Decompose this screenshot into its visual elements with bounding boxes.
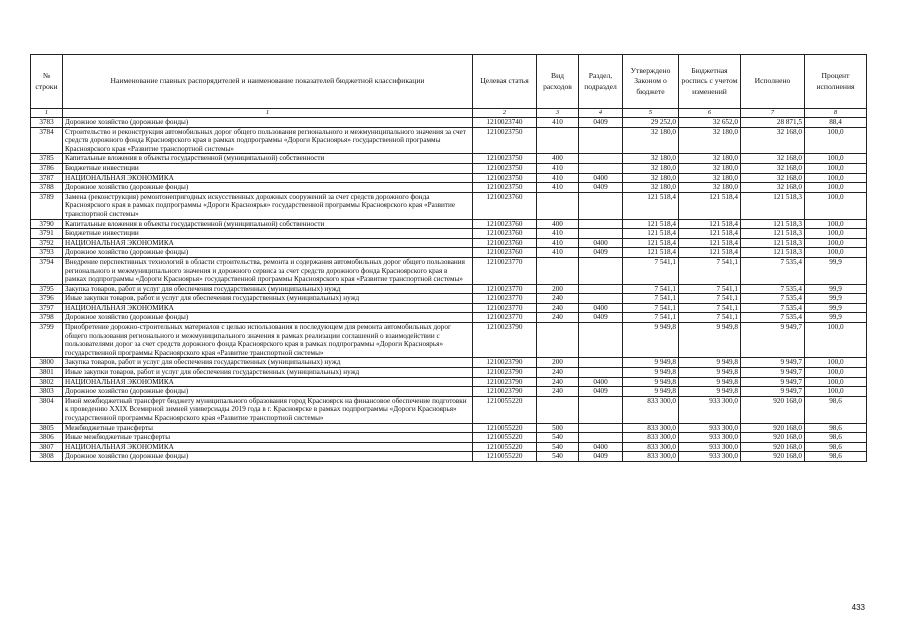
row-number-cell: 3800 bbox=[31, 358, 63, 368]
target-article-cell: 1210023760 bbox=[473, 238, 537, 248]
planned-cell: 121 518,4 bbox=[679, 192, 741, 219]
column-number: 1 bbox=[63, 109, 473, 118]
name-cell: Иные закупки товаров, работ и услуг для обеспечения государственных (муниципальных) нужд bbox=[63, 368, 473, 378]
row-number-cell: 3784 bbox=[31, 127, 63, 154]
section-cell: 0409 bbox=[579, 248, 623, 258]
table-header-row bbox=[31, 55, 867, 109]
percent-cell: 99,9 bbox=[805, 257, 867, 284]
percent-cell: 100,0 bbox=[805, 229, 867, 239]
approved-cell: 833 300,0 bbox=[623, 396, 679, 423]
target-article-cell: 1210023760 bbox=[473, 229, 537, 239]
section-cell bbox=[579, 163, 623, 173]
table-row bbox=[31, 387, 867, 397]
name-cell: Внедрение перспективных технологий в области строительства, ремонта и содержания автомобильных дорог общего пользования регионального и межмуниципального значения и дорожного сервиса за счет средств дорожного фонда Красноярского края в рамках подпрограммы «Дороги Красноярья» государственной программы Красноярского края «Развитие транспортной системы» bbox=[63, 257, 473, 284]
approved-cell: 32 180,0 bbox=[623, 173, 679, 183]
approved-cell: 121 518,4 bbox=[623, 192, 679, 219]
expense-kind-cell: 410 bbox=[537, 248, 579, 258]
planned-cell: 933 300,0 bbox=[679, 433, 741, 443]
percent-cell: 100,0 bbox=[805, 387, 867, 397]
planned-cell: 32 180,0 bbox=[679, 183, 741, 193]
name-cell: НАЦИОНАЛЬНАЯ ЭКОНОМИКА bbox=[63, 377, 473, 387]
table-row bbox=[31, 368, 867, 378]
percent-cell: 100,0 bbox=[805, 173, 867, 183]
row-number-cell: 3791 bbox=[31, 229, 63, 239]
percent-cell: 88,4 bbox=[805, 118, 867, 128]
section-cell bbox=[579, 154, 623, 164]
column-number: 8 bbox=[805, 109, 867, 118]
name-cell: Иные межбюджетные трансферты bbox=[63, 433, 473, 443]
column-number: 5 bbox=[623, 109, 679, 118]
percent-cell: 98,6 bbox=[805, 452, 867, 462]
row-number-cell: 3807 bbox=[31, 442, 63, 452]
name-cell: Бюджетные инвестиции bbox=[63, 229, 473, 239]
target-article-cell: 1210023760 bbox=[473, 192, 537, 219]
name-cell: Дорожное хозяйство (дорожные фонды) bbox=[63, 248, 473, 258]
percent-cell: 99,9 bbox=[805, 284, 867, 294]
target-article-cell: 1210055220 bbox=[473, 452, 537, 462]
target-article-cell: 1210023770 bbox=[473, 313, 537, 323]
approved-cell: 833 300,0 bbox=[623, 452, 679, 462]
expense-kind-cell: 540 bbox=[537, 452, 579, 462]
table-row bbox=[31, 358, 867, 368]
name-cell: Закупка товаров, работ и услуг для обеспечения государственных (муниципальных) нужд bbox=[63, 284, 473, 294]
approved-cell: 32 180,0 bbox=[623, 163, 679, 173]
target-article-cell: 1210023770 bbox=[473, 257, 537, 284]
name-cell: Бюджетные инвестиции bbox=[63, 163, 473, 173]
executed-cell: 7 535,4 bbox=[741, 313, 805, 323]
name-cell: НАЦИОНАЛЬНАЯ ЭКОНОМИКА bbox=[63, 303, 473, 313]
section-cell bbox=[579, 192, 623, 219]
executed-cell: 920 168,0 bbox=[741, 423, 805, 433]
executed-cell: 32 168,0 bbox=[741, 163, 805, 173]
name-cell: Дорожное хозяйство (дорожные фонды) bbox=[63, 387, 473, 397]
executed-cell: 9 949,7 bbox=[741, 358, 805, 368]
percent-cell: 100,0 bbox=[805, 238, 867, 248]
expense-kind-cell: 410 bbox=[537, 173, 579, 183]
name-cell: Дорожное хозяйство (дорожные фонды) bbox=[63, 452, 473, 462]
target-article-cell: 1210023770 bbox=[473, 303, 537, 313]
name-cell: Дорожное хозяйство (дорожные фонды) bbox=[63, 118, 473, 128]
planned-cell: 121 518,4 bbox=[679, 219, 741, 229]
section-cell: 0409 bbox=[579, 183, 623, 193]
column-number: 6 bbox=[679, 109, 741, 118]
column-number: 3 bbox=[537, 109, 579, 118]
target-article-cell: 1210023750 bbox=[473, 127, 537, 154]
table-row bbox=[31, 219, 867, 229]
target-article-cell: 1210023750 bbox=[473, 183, 537, 193]
target-article-cell: 1210023750 bbox=[473, 163, 537, 173]
table-row bbox=[31, 442, 867, 452]
row-number-cell: 3795 bbox=[31, 284, 63, 294]
row-number-cell: 3803 bbox=[31, 387, 63, 397]
row-number-cell: 3799 bbox=[31, 323, 63, 358]
planned-cell: 121 518,4 bbox=[679, 229, 741, 239]
target-article-cell: 1210055220 bbox=[473, 442, 537, 452]
name-cell: Иной межбюджетный трансферт бюджету муниципального образования город Красноярск на финансовое обеспечение подготовки к проведению XXIX Всемирной зимней универсиады 2019 года в г. Красноярске в рамках подпрограммы «Дороги Красноярья» государственной программы Красноярского края «Развитие транспортной системы» bbox=[63, 396, 473, 423]
section-cell: 0409 bbox=[579, 452, 623, 462]
table-row bbox=[31, 303, 867, 313]
target-article-cell: 1210055220 bbox=[473, 433, 537, 443]
executed-cell: 121 518,3 bbox=[741, 192, 805, 219]
budget-table-sheet bbox=[30, 54, 866, 462]
approved-cell: 7 541,1 bbox=[623, 257, 679, 284]
section-cell bbox=[579, 294, 623, 304]
header-expense-kind: Вид расходов bbox=[537, 55, 579, 109]
executed-cell: 32 168,0 bbox=[741, 173, 805, 183]
table-row bbox=[31, 433, 867, 443]
executed-cell: 121 518,3 bbox=[741, 229, 805, 239]
target-article-cell: 1210023790 bbox=[473, 368, 537, 378]
page-number: 433 bbox=[851, 603, 865, 612]
section-cell: 0400 bbox=[579, 442, 623, 452]
section-cell: 0400 bbox=[579, 173, 623, 183]
percent-cell: 99,9 bbox=[805, 313, 867, 323]
percent-cell: 100,0 bbox=[805, 192, 867, 219]
row-number-cell: 3783 bbox=[31, 118, 63, 128]
row-number-cell: 3792 bbox=[31, 238, 63, 248]
planned-cell: 9 949,8 bbox=[679, 358, 741, 368]
planned-cell: 32 180,0 bbox=[679, 127, 741, 154]
table-row bbox=[31, 313, 867, 323]
executed-cell: 32 168,0 bbox=[741, 127, 805, 154]
table-row bbox=[31, 163, 867, 173]
table-row bbox=[31, 377, 867, 387]
approved-cell: 32 180,0 bbox=[623, 127, 679, 154]
planned-cell: 32 180,0 bbox=[679, 163, 741, 173]
table-row bbox=[31, 452, 867, 462]
section-cell: 0400 bbox=[579, 377, 623, 387]
column-number-row bbox=[31, 109, 867, 118]
expense-kind-cell: 540 bbox=[537, 442, 579, 452]
approved-cell: 121 518,4 bbox=[623, 248, 679, 258]
expense-kind-cell bbox=[537, 127, 579, 154]
section-cell: 0400 bbox=[579, 303, 623, 313]
planned-cell: 7 541,1 bbox=[679, 294, 741, 304]
target-article-cell: 1210055220 bbox=[473, 423, 537, 433]
expense-kind-cell: 240 bbox=[537, 377, 579, 387]
target-article-cell: 1210023790 bbox=[473, 377, 537, 387]
planned-cell: 121 518,4 bbox=[679, 248, 741, 258]
approved-cell: 7 541,1 bbox=[623, 303, 679, 313]
row-number-cell: 3808 bbox=[31, 452, 63, 462]
section-cell: 0409 bbox=[579, 313, 623, 323]
approved-cell: 29 252,0 bbox=[623, 118, 679, 128]
row-number-cell: 3793 bbox=[31, 248, 63, 258]
approved-cell: 9 949,8 bbox=[623, 387, 679, 397]
percent-cell: 100,0 bbox=[805, 368, 867, 378]
planned-cell: 32 652,0 bbox=[679, 118, 741, 128]
expense-kind-cell: 240 bbox=[537, 387, 579, 397]
section-cell bbox=[579, 396, 623, 423]
approved-cell: 9 949,8 bbox=[623, 377, 679, 387]
approved-cell: 7 541,1 bbox=[623, 313, 679, 323]
percent-cell: 98,6 bbox=[805, 442, 867, 452]
executed-cell: 9 949,7 bbox=[741, 377, 805, 387]
row-number-cell: 3801 bbox=[31, 368, 63, 378]
executed-cell: 7 535,4 bbox=[741, 303, 805, 313]
row-number-cell: 3797 bbox=[31, 303, 63, 313]
expense-kind-cell: 240 bbox=[537, 303, 579, 313]
planned-cell: 9 949,8 bbox=[679, 387, 741, 397]
planned-cell: 32 180,0 bbox=[679, 173, 741, 183]
name-cell: НАЦИОНАЛЬНАЯ ЭКОНОМИКА bbox=[63, 238, 473, 248]
percent-cell: 98,6 bbox=[805, 423, 867, 433]
planned-cell: 9 949,8 bbox=[679, 323, 741, 358]
executed-cell: 9 949,7 bbox=[741, 323, 805, 358]
executed-cell: 920 168,0 bbox=[741, 452, 805, 462]
row-number-cell: 3790 bbox=[31, 219, 63, 229]
expense-kind-cell bbox=[537, 257, 579, 284]
expense-kind-cell bbox=[537, 396, 579, 423]
row-number-cell: 3806 bbox=[31, 433, 63, 443]
expense-kind-cell: 410 bbox=[537, 163, 579, 173]
table-row bbox=[31, 257, 867, 284]
table-row bbox=[31, 183, 867, 193]
header-executed: Исполнено bbox=[741, 55, 805, 109]
header-row-number: № строки bbox=[31, 55, 63, 109]
expense-kind-cell: 400 bbox=[537, 154, 579, 164]
row-number-cell: 3798 bbox=[31, 313, 63, 323]
approved-cell: 32 180,0 bbox=[623, 183, 679, 193]
executed-cell: 121 518,3 bbox=[741, 238, 805, 248]
target-article-cell: 1210023760 bbox=[473, 248, 537, 258]
row-number-cell: 3787 bbox=[31, 173, 63, 183]
percent-cell: 100,0 bbox=[805, 377, 867, 387]
header-section: Раздел, подраздел bbox=[579, 55, 623, 109]
approved-cell: 121 518,4 bbox=[623, 238, 679, 248]
row-number-cell: 3789 bbox=[31, 192, 63, 219]
name-cell: Дорожное хозяйство (дорожные фонды) bbox=[63, 183, 473, 193]
target-article-cell: 1210023790 bbox=[473, 387, 537, 397]
section-cell bbox=[579, 219, 623, 229]
table-row bbox=[31, 423, 867, 433]
planned-cell: 32 180,0 bbox=[679, 154, 741, 164]
planned-cell: 933 300,0 bbox=[679, 396, 741, 423]
executed-cell: 121 518,3 bbox=[741, 248, 805, 258]
section-cell bbox=[579, 127, 623, 154]
planned-cell: 933 300,0 bbox=[679, 452, 741, 462]
table-row bbox=[31, 248, 867, 258]
planned-cell: 7 541,1 bbox=[679, 257, 741, 284]
planned-cell: 121 518,4 bbox=[679, 238, 741, 248]
executed-cell: 9 949,7 bbox=[741, 387, 805, 397]
table-row bbox=[31, 284, 867, 294]
name-cell: НАЦИОНАЛЬНАЯ ЭКОНОМИКА bbox=[63, 173, 473, 183]
percent-cell: 100,0 bbox=[805, 358, 867, 368]
planned-cell: 933 300,0 bbox=[679, 423, 741, 433]
percent-cell: 98,6 bbox=[805, 396, 867, 423]
percent-cell: 100,0 bbox=[805, 183, 867, 193]
name-cell: Строительство и реконструкция автомобильных дорог общего пользования регионального и межмуниципального значения за счет средств дорожного фонда Красноярского края в рамках подпрограммы «Дороги Красноярья» государственной программы Красноярского края «Развитие транспортной системы» bbox=[63, 127, 473, 154]
planned-cell: 9 949,8 bbox=[679, 368, 741, 378]
name-cell: Капитальные вложения в объекты государственной (муниципальной) собственности bbox=[63, 154, 473, 164]
row-number-cell: 3786 bbox=[31, 163, 63, 173]
approved-cell: 833 300,0 bbox=[623, 423, 679, 433]
expense-kind-cell: 410 bbox=[537, 183, 579, 193]
percent-cell: 98,6 bbox=[805, 433, 867, 443]
target-article-cell: 1210023790 bbox=[473, 323, 537, 358]
percent-cell: 99,9 bbox=[805, 294, 867, 304]
approved-cell: 7 541,1 bbox=[623, 284, 679, 294]
expense-kind-cell: 240 bbox=[537, 368, 579, 378]
executed-cell: 7 535,4 bbox=[741, 284, 805, 294]
expense-kind-cell: 200 bbox=[537, 284, 579, 294]
section-cell bbox=[579, 284, 623, 294]
row-number-cell: 3788 bbox=[31, 183, 63, 193]
expense-kind-cell: 540 bbox=[537, 433, 579, 443]
percent-cell: 100,0 bbox=[805, 154, 867, 164]
column-number: 2 bbox=[473, 109, 537, 118]
header-percent: Процент исполнения bbox=[805, 55, 867, 109]
row-number-cell: 3805 bbox=[31, 423, 63, 433]
row-number-cell: 3802 bbox=[31, 377, 63, 387]
percent-cell: 100,0 bbox=[805, 248, 867, 258]
executed-cell: 7 535,4 bbox=[741, 257, 805, 284]
planned-cell: 933 300,0 bbox=[679, 442, 741, 452]
percent-cell: 100,0 bbox=[805, 219, 867, 229]
approved-cell: 9 949,8 bbox=[623, 358, 679, 368]
table-row bbox=[31, 323, 867, 358]
row-number-cell: 3796 bbox=[31, 294, 63, 304]
name-cell: Капитальные вложения в объекты государственной (муниципальной) собственности bbox=[63, 219, 473, 229]
table-row bbox=[31, 154, 867, 164]
target-article-cell: 1210023790 bbox=[473, 358, 537, 368]
approved-cell: 9 949,8 bbox=[623, 323, 679, 358]
section-cell bbox=[579, 257, 623, 284]
approved-cell: 9 949,8 bbox=[623, 368, 679, 378]
expense-kind-cell bbox=[537, 323, 579, 358]
target-article-cell: 1210023750 bbox=[473, 173, 537, 183]
section-cell bbox=[579, 358, 623, 368]
name-cell: Замена (реконструкция) ремонтонепригодных искусственных дорожных сооружений за счет средств дорожного фонда Красноярского края в рамках подпрограммы «Дороги Красноярья» государственной программы Красноярского края «Развитие транспортной системы» bbox=[63, 192, 473, 219]
executed-cell: 121 518,3 bbox=[741, 219, 805, 229]
approved-cell: 833 300,0 bbox=[623, 433, 679, 443]
table-row bbox=[31, 229, 867, 239]
approved-cell: 121 518,4 bbox=[623, 219, 679, 229]
section-cell: 0400 bbox=[579, 238, 623, 248]
row-number-cell: 3785 bbox=[31, 154, 63, 164]
header-target-article: Целевая статья bbox=[473, 55, 537, 109]
target-article-cell: 1210023770 bbox=[473, 294, 537, 304]
section-cell bbox=[579, 423, 623, 433]
expense-kind-cell: 500 bbox=[537, 423, 579, 433]
executed-cell: 32 168,0 bbox=[741, 183, 805, 193]
expense-kind-cell: 410 bbox=[537, 229, 579, 239]
executed-cell: 32 168,0 bbox=[741, 154, 805, 164]
name-cell: НАЦИОНАЛЬНАЯ ЭКОНОМИКА bbox=[63, 442, 473, 452]
column-number: 7 bbox=[741, 109, 805, 118]
planned-cell: 7 541,1 bbox=[679, 313, 741, 323]
executed-cell: 920 168,0 bbox=[741, 396, 805, 423]
target-article-cell: 1210055220 bbox=[473, 396, 537, 423]
expense-kind-cell: 410 bbox=[537, 118, 579, 128]
approved-cell: 7 541,1 bbox=[623, 294, 679, 304]
table-row bbox=[31, 294, 867, 304]
percent-cell: 100,0 bbox=[805, 323, 867, 358]
target-article-cell: 1210023760 bbox=[473, 219, 537, 229]
percent-cell: 100,0 bbox=[805, 163, 867, 173]
budget-table bbox=[30, 54, 867, 462]
header-name: Наименование главных распорядителей и наименование показателей бюджетной классификации bbox=[63, 55, 473, 109]
row-number-cell: 3794 bbox=[31, 257, 63, 284]
header-planned: Бюджетная роспись с учетом изменений bbox=[679, 55, 741, 109]
column-number: 1 bbox=[31, 109, 63, 118]
table-row bbox=[31, 118, 867, 128]
expense-kind-cell: 240 bbox=[537, 313, 579, 323]
planned-cell: 7 541,1 bbox=[679, 303, 741, 313]
executed-cell: 920 168,0 bbox=[741, 442, 805, 452]
executed-cell: 920 168,0 bbox=[741, 433, 805, 443]
expense-kind-cell bbox=[537, 192, 579, 219]
name-cell: Приобретение дорожно-строительных материалов с целью использования в последующем для ремонта автомобильных дорог общего пользования регионального и межмуниципального значения в рамках реализации соглашений о взаимодействии с пользователями дорог за счет средств дорожного фонда Красноярского края в рамках подпрограммы «Дороги Красноярья» государственной программы Красноярского края «Развитие транспортной системы» bbox=[63, 323, 473, 358]
expense-kind-cell: 400 bbox=[537, 219, 579, 229]
executed-cell: 28 871,5 bbox=[741, 118, 805, 128]
section-cell: 0409 bbox=[579, 387, 623, 397]
expense-kind-cell: 410 bbox=[537, 238, 579, 248]
row-number-cell: 3804 bbox=[31, 396, 63, 423]
executed-cell: 7 535,4 bbox=[741, 294, 805, 304]
percent-cell: 100,0 bbox=[805, 127, 867, 154]
table-row bbox=[31, 173, 867, 183]
executed-cell: 9 949,7 bbox=[741, 368, 805, 378]
table-row bbox=[31, 238, 867, 248]
section-cell bbox=[579, 433, 623, 443]
planned-cell: 7 541,1 bbox=[679, 284, 741, 294]
name-cell: Межбюджетные трансферты bbox=[63, 423, 473, 433]
name-cell: Дорожное хозяйство (дорожные фонды) bbox=[63, 313, 473, 323]
name-cell: Закупка товаров, работ и услуг для обеспечения государственных (муниципальных) нужд bbox=[63, 358, 473, 368]
section-cell bbox=[579, 368, 623, 378]
table-row bbox=[31, 127, 867, 154]
header-approved: Утверждено Законом о бюджете bbox=[623, 55, 679, 109]
target-article-cell: 1210023740 bbox=[473, 118, 537, 128]
section-cell bbox=[579, 229, 623, 239]
approved-cell: 121 518,4 bbox=[623, 229, 679, 239]
section-cell bbox=[579, 323, 623, 358]
approved-cell: 32 180,0 bbox=[623, 154, 679, 164]
table-row bbox=[31, 192, 867, 219]
target-article-cell: 1210023770 bbox=[473, 284, 537, 294]
name-cell: Иные закупки товаров, работ и услуг для обеспечения государственных (муниципальных) нужд bbox=[63, 294, 473, 304]
table-body bbox=[31, 118, 867, 462]
column-number: 4 bbox=[579, 109, 623, 118]
table-row bbox=[31, 396, 867, 423]
target-article-cell: 1210023750 bbox=[473, 154, 537, 164]
percent-cell: 99,9 bbox=[805, 303, 867, 313]
section-cell: 0409 bbox=[579, 118, 623, 128]
expense-kind-cell: 240 bbox=[537, 294, 579, 304]
planned-cell: 9 949,8 bbox=[679, 377, 741, 387]
expense-kind-cell: 200 bbox=[537, 358, 579, 368]
approved-cell: 833 300,0 bbox=[623, 442, 679, 452]
